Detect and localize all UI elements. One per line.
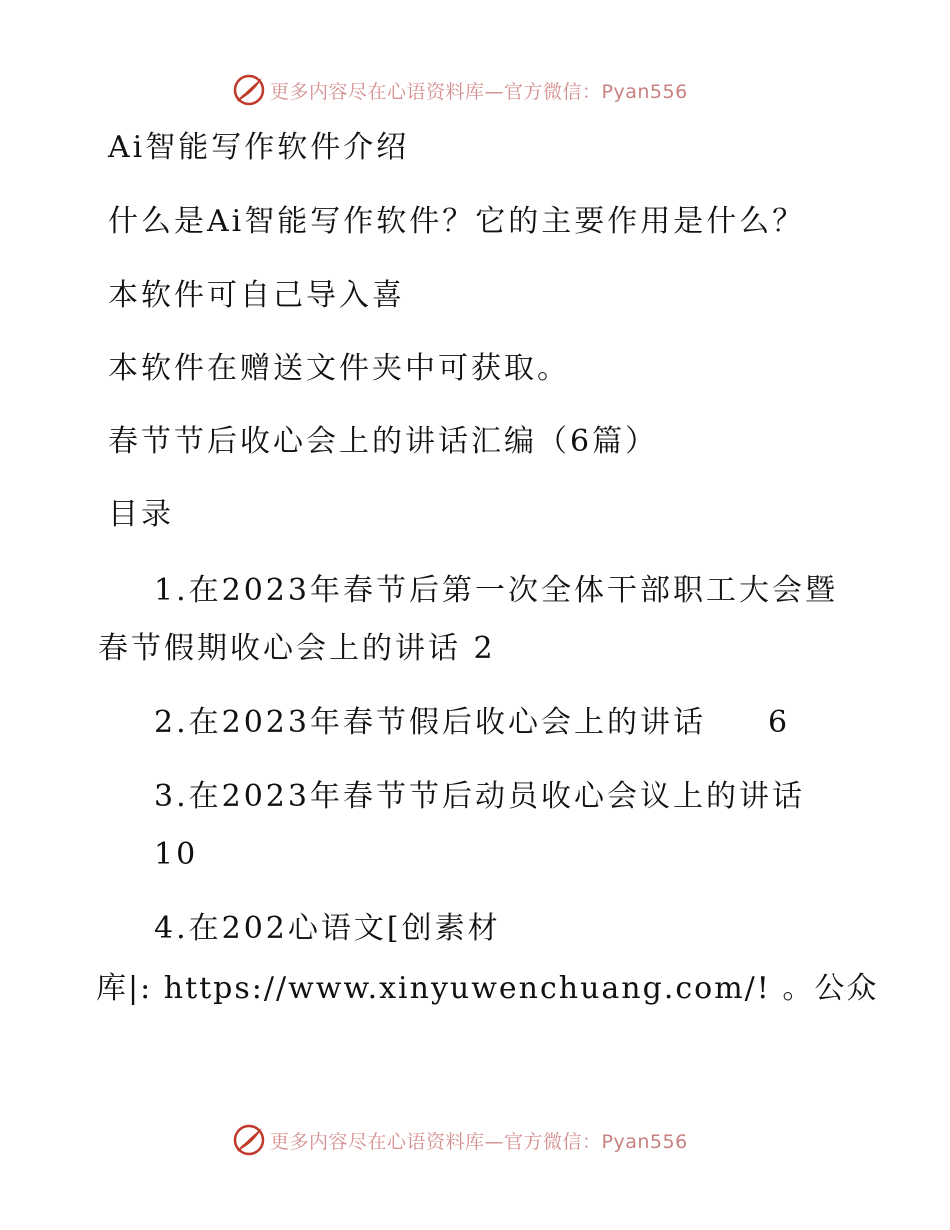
toc-heading: 目录: [108, 497, 174, 532]
line-3: 本软件可自己导入喜: [108, 278, 405, 313]
toc-item-2-page: 6: [768, 705, 791, 740]
toc-item-3: 3.在2023年春节节后动员收心会议上的讲话: [154, 779, 805, 814]
toc-item-2: 2.在2023年春节假后收心会上的讲话: [154, 705, 706, 740]
url-line: 库|: https://www.xinyuwenchuang.com/! 。公众: [96, 971, 879, 1006]
quill-logo-icon: [232, 73, 266, 107]
watermark-text: 更多内容尽在心语资料库—官方微信：Pyan556: [270, 80, 688, 103]
line-2: 什么是Ai智能写作软件？它的主要作用是什么？: [108, 204, 806, 239]
footer-watermark: [232, 1122, 688, 1158]
toc-item-3-page: 10: [154, 837, 199, 872]
wechat-id: Pyan556: [601, 80, 688, 103]
toc-item-1-cont: 春节假期收心会上的讲话 2: [98, 631, 496, 666]
header-watermark: [232, 72, 688, 108]
wechat-id: Pyan556: [601, 1130, 688, 1153]
toc-item-4: 4.在202心语文[创素材: [154, 911, 501, 946]
line-4: 本软件在赠送文件夹中可获取。: [108, 351, 570, 386]
watermark-text: 更多内容尽在心语资料库—官方微信：Pyan556: [270, 1130, 688, 1153]
doc-title: 春节节后收心会上的讲话汇编（6篇）: [108, 424, 659, 459]
toc-item-1: 1.在2023年春节后第一次全体干部职工大会暨: [154, 573, 838, 608]
quill-logo-icon: [232, 1123, 266, 1157]
line-1: Ai智能写作软件介绍: [108, 130, 410, 165]
